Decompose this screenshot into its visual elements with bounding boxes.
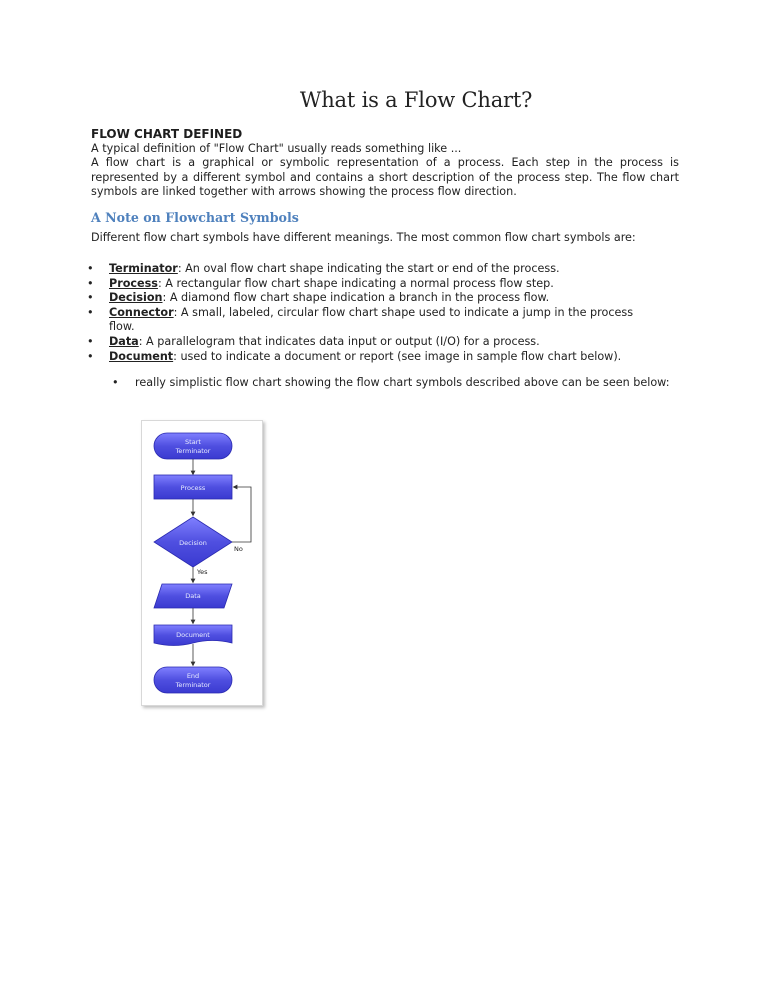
sample-flowchart-image — [141, 420, 263, 706]
term-decision: Decision — [109, 291, 163, 305]
start-terminator-shape — [154, 433, 232, 459]
symbol-list — [87, 262, 651, 364]
term-connector: Connector — [109, 305, 174, 319]
list-item-data — [87, 334, 651, 350]
bullet: • — [87, 305, 94, 319]
desc-decision: : A diamond flow chart shape indication a branch in the process flow. — [162, 291, 550, 305]
bullet: • — [87, 276, 94, 290]
start-label-line2: Terminator — [175, 447, 211, 455]
term-process: Process — [109, 276, 158, 290]
document-label: Document — [176, 631, 210, 639]
sub-bullet-text: really simplistic flow chart showing the flow chart symbols described above can be seen below: — [135, 376, 670, 389]
data-label: Data — [185, 592, 201, 600]
section-heading-note: A Note on Flowchart Symbols — [91, 210, 299, 225]
bullet: • — [112, 376, 119, 389]
term-data: Data — [109, 334, 139, 348]
definition-paragraph: A flow chart is a graphical or symbolic representation of a process. Each step in the process is represented by a different symbol and contains a short description of the process step. The flow chart symbols are linked together with arrows showing the process flow direction. — [91, 156, 679, 199]
flowchart-svg — [142, 421, 262, 705]
sub-bullet-item — [112, 376, 675, 391]
yes-label: Yes — [197, 568, 208, 576]
term-terminator: Terminator — [109, 262, 178, 275]
end-label-line1: End — [186, 672, 200, 680]
list-item-process — [87, 276, 651, 292]
decision-label: Decision — [179, 539, 207, 547]
arrow-no-loop — [232, 487, 251, 542]
bullet: • — [87, 334, 94, 348]
bullet: • — [87, 349, 94, 363]
term-document: Document — [109, 349, 174, 363]
list-item-document — [87, 349, 651, 365]
section-heading-flow-chart-defined: FLOW CHART DEFINED — [91, 127, 243, 141]
page-title: What is a Flow Chart? — [299, 88, 533, 112]
no-label: No — [234, 545, 243, 553]
list-item-decision — [87, 291, 651, 306]
desc-process: : A rectangular flow chart shape indicating a normal process flow step. — [157, 276, 554, 290]
desc-data: : A parallelogram that indicates data input or output (I/O) for a process. — [138, 334, 540, 348]
bullet: • — [87, 262, 94, 275]
desc-document: : used to indicate a document or report (see image in sample flow chart below). — [173, 349, 622, 363]
desc-connector: : A small, labeled, circular flow chart shape used to indicate a jump in the process flow. — [109, 305, 634, 334]
list-item-connector — [87, 305, 651, 335]
definition-intro: A typical definition of "Flow Chart" usually reads something like ... — [91, 142, 462, 155]
start-label-line1: Start — [185, 438, 201, 446]
end-label-line2: Terminator — [175, 681, 211, 689]
desc-terminator: : An oval flow chart shape indicating the start or end of the process. — [177, 262, 560, 275]
list-item-terminator — [87, 262, 651, 277]
bullet: • — [87, 291, 94, 305]
end-terminator-shape — [154, 667, 232, 693]
note-intro: Different flow chart symbols have different meanings. The most common flow chart symbols are: — [91, 231, 636, 244]
process-label: Process — [180, 484, 206, 492]
